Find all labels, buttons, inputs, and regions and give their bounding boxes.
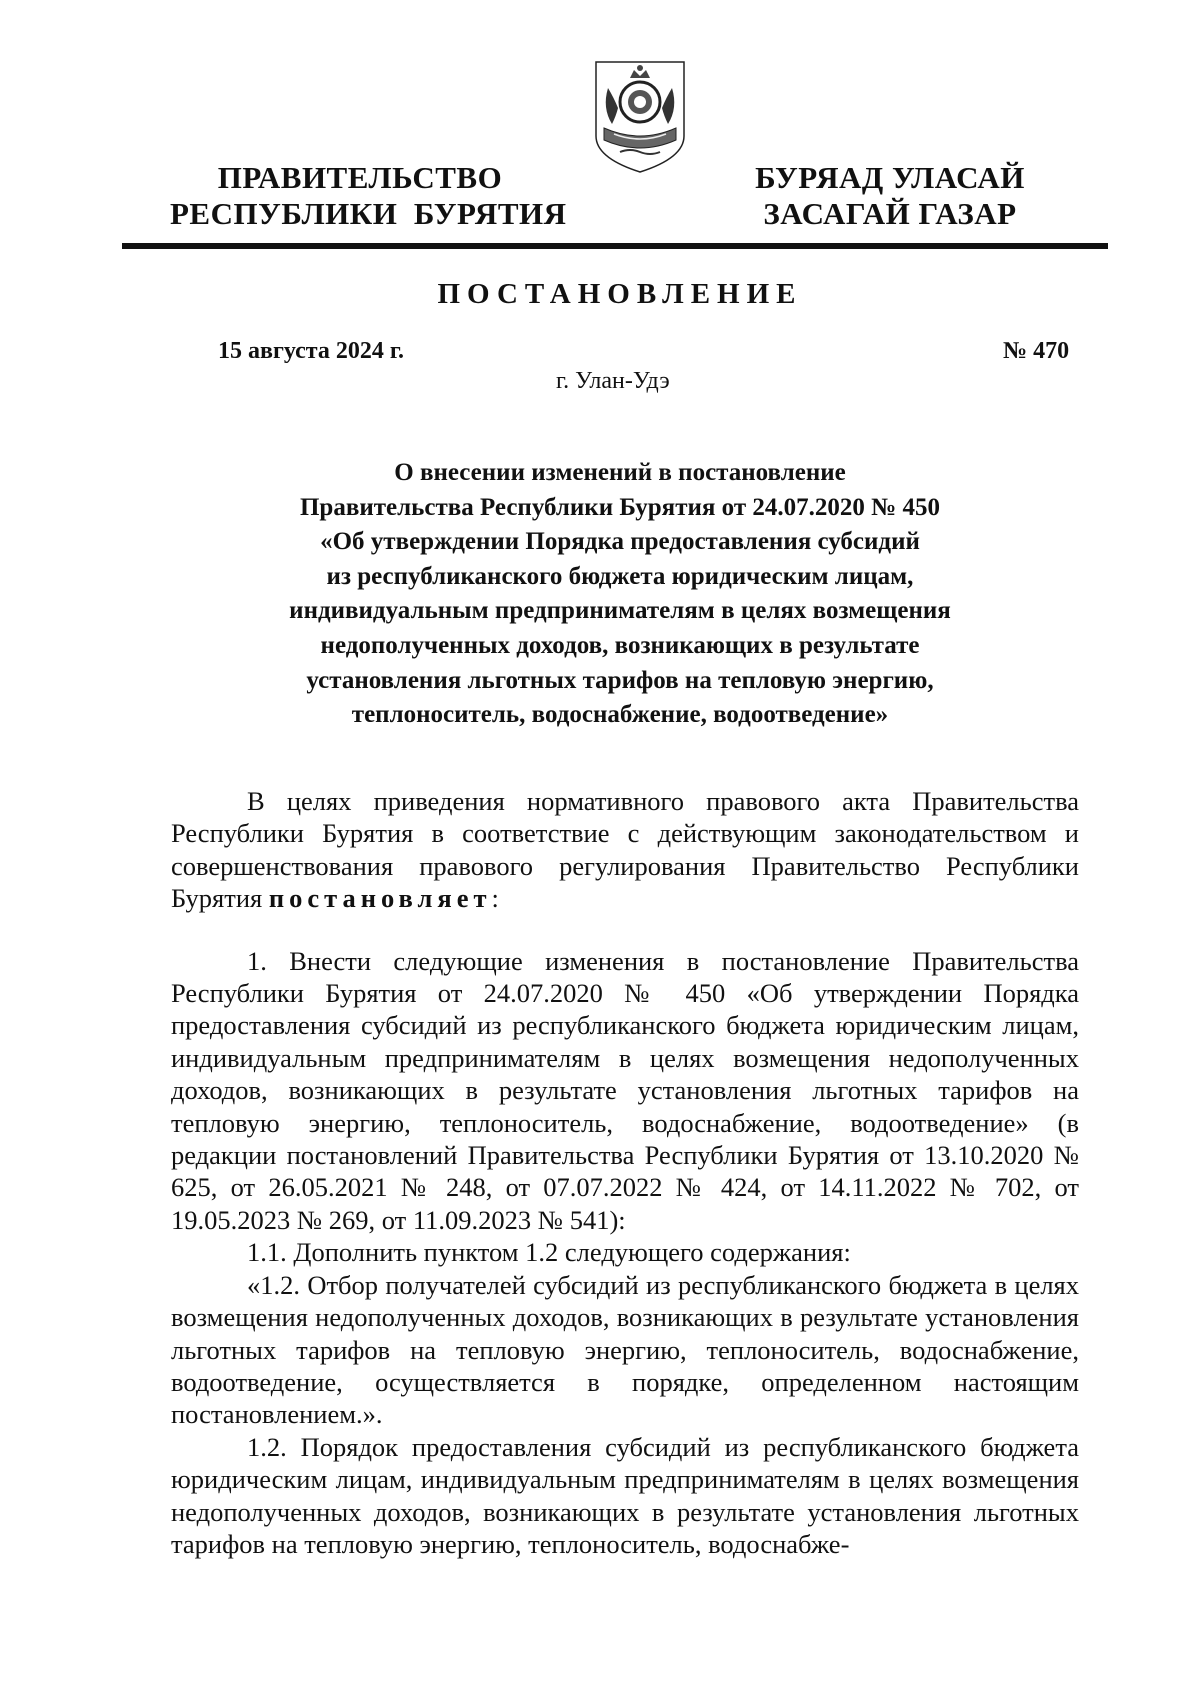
preamble-paragraph	[171, 785, 1079, 915]
title-line: О внесении изменений в постановление	[394, 459, 846, 486]
document-date: 15 августа 2024 г.	[218, 338, 405, 364]
paragraph-1-1: 1.1. Дополнить пунктом 1.2 следующего содержания:	[247, 1237, 851, 1268]
preamble-verb: постановляет	[268, 883, 492, 914]
org-name-buryat-line2: ЗАСАГАЙ ГАЗАР	[763, 196, 1017, 231]
org-name-buryat-line1: БУРЯАД УЛАСАЙ	[755, 160, 1025, 195]
org-name-russian-line1: ПРАВИТЕЛЬСТВО	[217, 160, 503, 195]
document-title	[180, 456, 1060, 733]
document-city: г. Улан-Удэ	[556, 368, 670, 394]
preamble-colon: :	[491, 883, 499, 914]
paragraph-1-2: 1.2. Порядок предоставления субсидий из республиканского бюджета юридическим лицам, индивидуальным предпринимателям в целях возмещения недополученных доходов, возникающих в результате установления льготных тарифов на тепловую энергию, теплоноситель, водоснабже-	[171, 1431, 1079, 1559]
org-name-buryat	[740, 160, 1040, 232]
title-line: из республиканского бюджета юридическим лицам,	[326, 562, 914, 590]
document-type: ПОСТАНОВЛЕНИЕ	[437, 278, 803, 310]
coat-of-arms-icon	[590, 58, 690, 176]
title-line: недополученных доходов, возникающих в результате	[320, 631, 920, 659]
title-line: теплоноситель, водоснабжение, водоотведение»	[351, 701, 889, 729]
document-number: № 470	[1003, 338, 1070, 364]
document-body	[171, 785, 1079, 1560]
org-name-russian-line2: РЕСПУБЛИКИ БУРЯТИЯ	[170, 196, 567, 231]
title-line: индивидуальным предпринимателям в целях возмещения	[289, 597, 951, 625]
title-line: Правительства Республики Бурятия от 24.07.2020 № 450	[299, 493, 940, 521]
paragraph-1: 1. Внести следующие изменения в постановление Правительства Республики Бурятия от 24.07.2020 № 450 «Об утверждении Порядка предоставления субсидий из республиканского бюджета юридическим лицам, индивидуальным предпринимателям в целях возмещения недополученных доходов, возникающих в результате установления льготных тарифов на тепловую энергию, теплоноситель, водоснабжение, водоотведение» (в редакции постановлений Правительства Республики Бурятия от 13.10.2020 № 625, от 26.05.2021 № 248, от 07.07.2022 № 424, от 14.11.2022 № 702, от 19.05.2023 № 269, от 11.09.2023 № 541):	[171, 945, 1079, 1235]
paragraph-1-1-quote: «1.2. Отбор получателей субсидий из республиканского бюджета в целях возмещения недополученных доходов, возникающих в результате установления льготных тарифов на тепловую энергию, теплоноситель, водоснабжение, водоотведение, осуществляется в порядке, определенном настоящим постановлением.».	[171, 1269, 1079, 1430]
header-divider	[122, 243, 1108, 249]
title-line: «Об утверждении Порядка предоставления субсидий	[320, 528, 920, 556]
preamble-text: В целях приведения нормативного правового акта Правительства Республики Бурятия в соответствие с действующим законодательством и совершенствования правового регулирования Правительство Республики Бурятия	[171, 786, 1079, 914]
org-name-russian	[170, 160, 567, 232]
title-line: установления льготных тарифов на тепловую энергию,	[306, 666, 934, 694]
